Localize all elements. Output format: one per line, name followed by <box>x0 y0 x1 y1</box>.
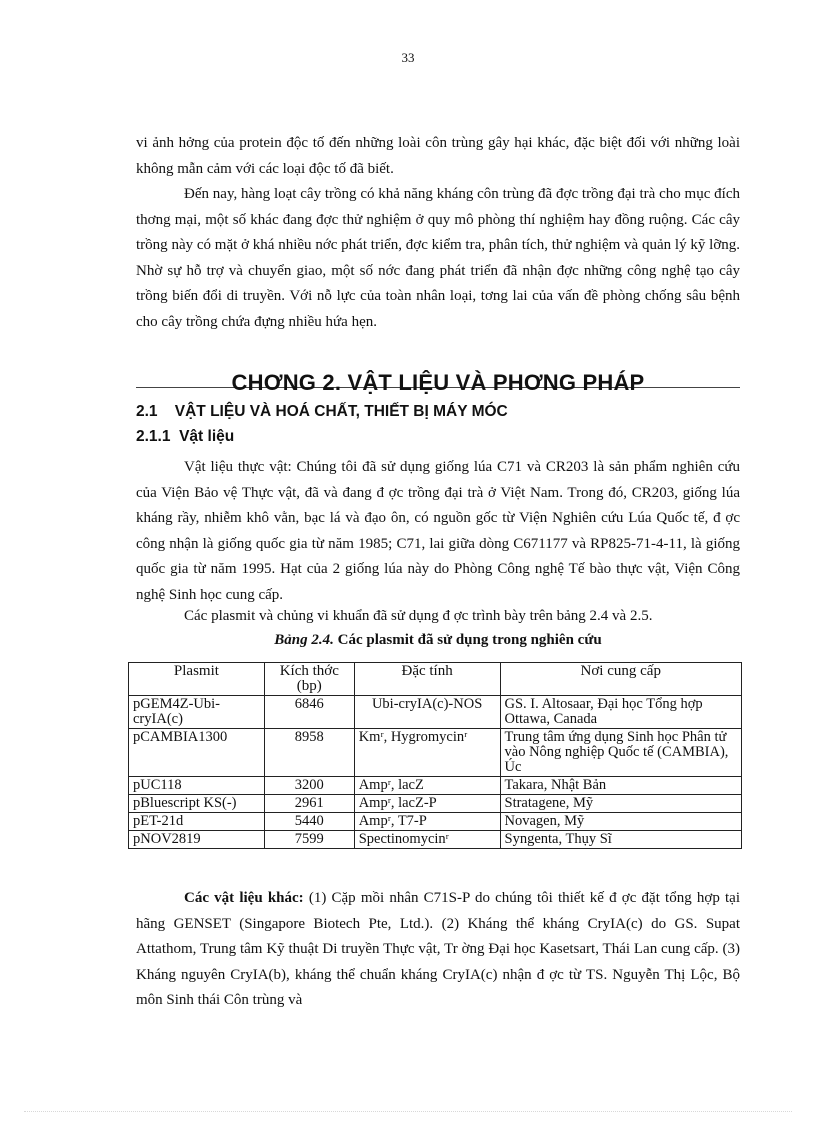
table-caption <box>136 632 740 649</box>
cell-property: Ampʳ, lacZ-P <box>354 795 500 813</box>
header-size: Kích thớc (bp) <box>264 663 354 696</box>
table-caption-label: Bảng 2.4. <box>274 632 334 648</box>
table-caption-text: Các plasmit đã sử dụng trong nghiên cứu <box>337 632 602 648</box>
header-plasmit: Plasmit <box>129 663 265 696</box>
plasmid-table <box>128 662 742 849</box>
chapter-title: CHƠNG 2. VẬT LIỆU VÀ PHƠNG PHÁP <box>231 370 645 395</box>
cell-property: Spectinomycinʳ <box>354 831 500 849</box>
cell-property: Kmʳ, Hygromycinʳ <box>354 729 500 777</box>
page-number: 33 <box>401 50 415 65</box>
paragraph-transgenic-crops: Đến nay, hàng loạt cây trồng có khả năng kháng côn trùng đã đợc trồng đại trà cho mục đích thơng mại, một số khác đang đợc thử nghiệm ở quy mô phòng thí nghiệm hay đồng ruộng. Các cây trồng này có mặt ở khá nhiều nớc phát triển, đợc kiểm tra, phân tích, thử nghiệm và quản lý kỹ lỡng. Nhờ sự hỗ trợ và chuyển giao, một số nớc đang phát triển đã nhận đợc những công nghệ tạo cây trồng biến đổi di truyền. Với nỗ lực của toàn nhân loại, tơng lai của vấn đề phòng chống sâu bệnh cho cây trồng chứa đựng nhiều hứa hẹn. <box>136 186 740 330</box>
cell-plasmit: pGEM4Z-Ubi-cryIA(c) <box>129 696 265 729</box>
page-bottom-divider <box>24 1111 792 1112</box>
cell-size: 3200 <box>264 777 354 795</box>
cell-supplier: Takara, Nhật Bản <box>500 777 741 795</box>
cell-supplier: Stratagene, Mỹ <box>500 795 741 813</box>
cell-size: 5440 <box>264 813 354 831</box>
paragraph-other-materials <box>136 886 740 1014</box>
table-row <box>129 777 742 795</box>
paragraph-plant-materials: Vật liệu thực vật: Chúng tôi đã sử dụng giống lúa C71 và CR203 là sản phẩm nghiên cứu của Viện Bảo vệ Thực vật, đã và đang đ ợc trồng đại trà ở Việt Nam. Trong đó, CR203, giống lúa kháng rầy, nhiễm khô vằn, bạc lá và đạo ôn, có nguồn gốc từ Viện Nghiên cứu Lúa Quốc tế, đ ợc công nhận là giống quốc gia từ năm 1985; C71, lai giữa dòng C671177 và RP825-71-4-11, là giống quốc gia từ năm 1995. Hạt của 2 giống lúa này do Phòng Công nghệ Tế bào thực vật, Viện Công nghệ Sinh học cung cấp. <box>136 459 740 603</box>
table-row <box>129 813 742 831</box>
other-materials-text: (1) Cặp mồi nhân C71S-P do chúng tôi thiết kế đ ợc đặt tổng hợp tại hãng GENSET (Singapore Biotech Pte, Ltd.). (2) Kháng thể kháng CryIA(c) do GS. Supat Attathom, Trung tâm Kỹ thuật Di truyền Thực vật, Tr ờng Đại học Kasetsart, Thái Lan cung cấp. (3) Kháng nguyên CryIA(b), kháng thể chuẩn kháng CryIA(c) nhận đ ợc từ TS. Nguyễn Thị Lộc, Bộ môn Sinh thái Côn trùng và <box>136 890 740 1008</box>
cell-plasmit: pCAMBIA1300 <box>129 729 265 777</box>
cell-supplier: GS. I. Altosaar, Đại học Tổng hợp Ottawa, Canada <box>500 696 741 729</box>
cell-plasmit: pNOV2819 <box>129 831 265 849</box>
cell-property: Ampʳ, T7-P <box>354 813 500 831</box>
header-supplier: Nơi cung cấp <box>500 663 741 696</box>
section-heading-2-1: 2.1 VẬT LIỆU VÀ HOÁ CHẤT, THIẾT BỊ MÁY MÓC <box>136 403 508 420</box>
table-row <box>129 729 742 777</box>
other-materials-label: Các vật liệu khác: <box>184 890 304 906</box>
cell-plasmit: pBluescript KS(-) <box>129 795 265 813</box>
cell-plasmit: pET-21d <box>129 813 265 831</box>
cell-size: 8958 <box>264 729 354 777</box>
paragraph-plasmid-intro: Các plasmit và chủng vi khuẩn đã sử dụng đ ợc trình bày trên bảng 2.4 và 2.5. <box>184 608 653 624</box>
cell-plasmit: pUC118 <box>129 777 265 795</box>
table-header-row <box>129 663 742 696</box>
cell-size: 7599 <box>264 831 354 849</box>
table-row <box>129 831 742 849</box>
cell-supplier: Novagen, Mỹ <box>500 813 741 831</box>
cell-size: 6846 <box>264 696 354 729</box>
paragraph-intro-continuation: vi ảnh hởng của protein độc tố đến những loài côn trùng gây hại khác, đặc biệt đối với những loài không mẫn cảm với các loại độc tố đã biết. <box>136 135 740 177</box>
table-row <box>129 696 742 729</box>
cell-property: Ampʳ, lacZ <box>354 777 500 795</box>
cell-supplier: Trung tâm ứng dụng Sinh học Phân tử vào Nông nghiệp Quốc tế (CAMBIA), Úc <box>500 729 741 777</box>
cell-size: 2961 <box>264 795 354 813</box>
table-row <box>129 795 742 813</box>
header-property: Đặc tính <box>354 663 500 696</box>
cell-property: Ubi-cryIA(c)-NOS <box>354 696 500 729</box>
cell-supplier: Syngenta, Thụy Sĩ <box>500 831 741 849</box>
section-heading-2-1-1: 2.1.1 Vật liệu <box>136 428 235 445</box>
